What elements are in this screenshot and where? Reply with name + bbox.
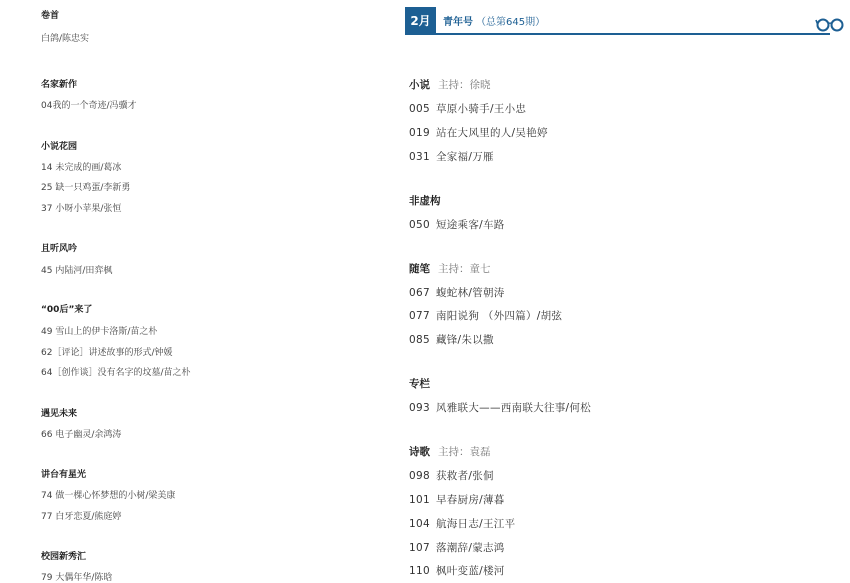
page-number: 050 [409,219,430,231]
toc-entry [409,125,548,140]
toc-entry [409,563,505,578]
page-number: 085 [409,334,430,346]
entry-title: 蝮蛇林/管朝涛 [435,287,505,299]
month-badge: 2月 [405,7,436,33]
issue-number: （总第645期） [476,17,546,28]
section-title: 随笔 [409,263,430,275]
entry-title: 风雅联大——西南联大往事/何松 [435,402,591,414]
section-xiaoyuan [41,549,113,583]
issue-name: 青年号 [443,17,473,28]
list-item: 25 缺一只鸡蛋/李新勇 [41,183,131,193]
page-number: 101 [409,494,430,506]
page-number: 005 [409,103,430,115]
toc-entry [409,101,526,116]
section-host: 主持：袁磊 [438,446,491,458]
section-title: 非虚构 [409,195,441,207]
toc-entry [409,285,505,300]
list-item: 74 做一棵心怀梦想的小树/梁美康 [41,491,176,501]
section-heading-suibi [409,261,491,276]
section-xiaoshuo-huayuan [41,139,131,214]
section-jiangtai [41,467,176,522]
section-heading-zhuanlan [409,376,430,391]
glasses-icon [815,16,845,32]
page-number: 098 [409,470,430,482]
section-qieting [41,241,113,276]
list-item: 14 未完成的画/葛冰 [41,163,122,173]
entry-title: 全家福/万雁 [435,151,494,163]
page-number: 093 [409,402,430,414]
issue-header [405,7,845,35]
list-item: 77 白牙恋夏/熊庭婷 [41,512,122,522]
list-item: 49 雪山上的伊卡洛斯/苗之朴 [41,327,158,337]
section-heading: 讲台有星光 [41,470,87,480]
section-heading: 且听风吟 [41,244,78,254]
page-number: 031 [409,151,430,163]
section-host: 主持：童七 [438,263,491,275]
entry-title: 短途乘客/车路 [435,219,505,231]
list-item: 64［创作谈］没有名字的坟墓/苗之朴 [41,368,191,378]
toc-entry [409,400,591,415]
list-item: 66 电子幽灵/余鸿涛 [41,430,122,440]
section-heading-feixugou [409,193,441,208]
toc-entry [409,332,494,347]
right-contents-column [405,0,850,578]
page-number: 104 [409,518,430,530]
section-heading: 卷首 [41,11,60,21]
section-heading: “00后”来了 [41,305,93,315]
section-mingjia [41,77,137,111]
section-heading: 校园新秀汇 [41,552,87,562]
entry-title: 获救者/张侗 [435,470,494,482]
toc-entry [409,516,515,531]
page-number: 067 [409,287,430,299]
section-host: 主持：徐晓 [438,79,491,91]
section-juanshou [41,8,90,44]
page-number: 110 [409,565,430,577]
issue-title [443,13,545,28]
list-item: 04我的一个奇迹/冯骥才 [41,101,137,111]
page-number: 019 [409,127,430,139]
entry-title: 航海日志/王江平 [435,518,516,530]
toc-entry [409,149,494,164]
entry-title: 藏锋/朱以撒 [435,334,494,346]
header-rule [405,33,830,35]
list-item: 62［评论］讲述故事的形式/钟媛 [41,348,173,358]
section-yujian-weilai [41,406,122,440]
toc-entry [409,217,505,232]
section-heading: 小说花园 [41,142,78,152]
list-item: 79 大偶年华/陈晗 [41,573,113,583]
entry-title: 站在大风里的人/吴艳婷 [435,127,548,139]
entry-title: 早春厨房/薄暮 [435,494,505,506]
list-item: 45 内陆河/田弈枫 [41,266,113,276]
toc-entry [409,468,494,483]
toc-entry [409,308,562,323]
section-heading-xiaoshuo [409,77,491,92]
section-heading: 名家新作 [41,80,78,90]
toc-entry [409,540,505,555]
section-title: 专栏 [409,378,430,390]
entry-title: 草原小骑手/王小忠 [435,103,527,115]
section-title: 诗歌 [409,446,430,458]
list-item: 37 小呀小苹果/张恒 [41,204,122,214]
toc-entry [409,492,505,507]
section-heading: 遇见未来 [41,409,78,419]
section-00hou [41,302,191,378]
entry-title: 枫叶变蓝/楼河 [435,565,505,577]
entry-title: 落潮辞/蒙志鸿 [435,542,505,554]
section-title: 小说 [409,79,430,91]
page-number: 107 [409,542,430,554]
entry-title: 南阳说狗 （外四篇）/胡弦 [435,310,563,322]
list-item: 白鸽/陈忠实 [41,34,90,44]
page-number: 077 [409,310,430,322]
section-heading-shige [409,444,491,459]
